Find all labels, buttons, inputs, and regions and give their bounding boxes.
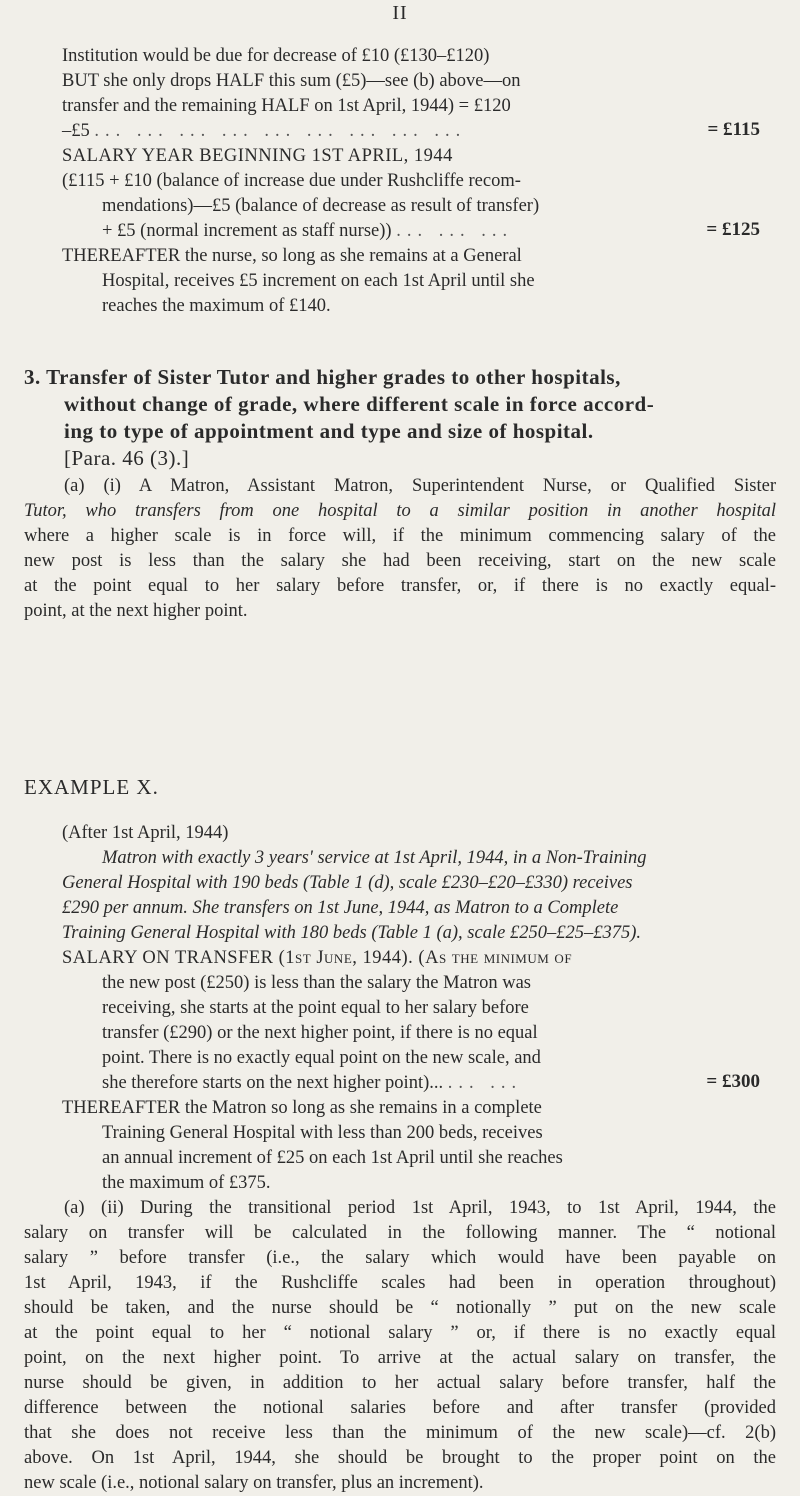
example-thereafter-line: Training General Hospital with less than 200 beds, receives [102,1123,543,1143]
thereafter-line: reaches the maximum of £140. [102,296,331,316]
transfer-line: the new post (£250) is less than the salary the Matron was [102,973,532,993]
example-italic-line: Matron with exactly 3 years' service at 1st April, 1944, in a Non-Training [102,848,647,868]
para-line: Tutor, who transfers from one hospital to a similar position in another hospital [24,501,776,521]
para-line: point, on the next higher point. To arrive at the actual salary on transfer, the [24,1348,776,1368]
para-line: salary ” before transfer (i.e., the salary which would have been payable on [24,1248,776,1268]
paragraph-a-ii [24,1196,776,1493]
salary-line: (£115 + £10 (balance of increase due under Rushcliffe recom- [62,171,521,191]
result-300: = £300 [706,1071,760,1092]
salary-lines [62,169,776,244]
transfer-line: she therefore starts on the next higher point)... [102,1073,444,1093]
para-line: point, at the next higher point. [24,601,248,621]
salary-dots: ... ... ... [396,221,514,241]
salary-line: + £5 (normal increment as staff nurse)) [102,221,392,241]
para-line: at the point equal to her “ notional salary ” or, if there is no exactly equal [24,1323,776,1343]
para-line: nurse should be given, in addition to her actual salary before transfer, half the [24,1373,776,1393]
calc-dots: ... ... ... ... ... ... ... ... ... [94,121,467,141]
heading-ref: [Para. 46 (3).] [64,446,190,470]
para-line: should be taken, and the nurse should be “ notionally ” put on the new scale [24,1298,776,1318]
section-3-heading [24,364,784,472]
example-italic-line: £290 per annum. She transfers on 1st June, 1944, as Matron to a Complete [62,898,619,918]
transfer-block [62,946,776,1096]
example-date: (After 1st April, 1944) [62,823,229,843]
thereafter-line: Hospital, receives £5 increment on each 1st April until she [102,271,535,291]
example-thereafter-line: the maximum of £375. [102,1173,271,1193]
calc-line [62,119,776,144]
para-line: 1st April, 1943, if the Rushcliffe scales had been in operation throughout) [24,1273,776,1293]
transfer-line: point. There is no exactly equal point on the new scale, and [102,1048,541,1068]
paragraph-a-i [24,474,776,624]
thereafter-lines [62,244,776,319]
para-line: at the point equal to her salary before transfer, or, if there is no exactly equal- [24,576,776,596]
example-thereafter-line: THEREAFTER the Matron so long as she remains in a complete [62,1098,542,1118]
para-line: where a higher scale is in force will, if the minimum commencing salary of the [24,526,776,546]
intro-line: Institution would be due for decrease of £10 (£130–£120) [62,46,490,66]
transfer-dots: ... ... [447,1073,523,1093]
result-115: = £115 [707,119,760,140]
intro-line: BUT she only drops HALF this sum (£5)—see (b) above—on [62,71,521,91]
page-number: II [392,2,408,24]
heading-line: 3. Transfer of Sister Tutor and higher grades to other hospitals, [24,365,621,389]
example-title: EXAMPLE X. [24,775,159,799]
para-line: new post is less than the salary she had been receiving, start on the new scale [24,551,776,571]
para-line: difference between the notional salaries before and after transfer (provided [24,1398,776,1418]
salary-year-label: SALARY YEAR BEGINNING 1ST APRIL, 1944 [62,146,453,166]
example-italic-line: General Hospital with 190 beds (Table 1 (d), scale £230–£20–£330) receives [62,873,633,893]
example-thereafter [62,1096,776,1196]
para-line: (a) (ii) During the transitional period 1st April, 1943, to 1st April, 1944, the [64,1198,776,1218]
intro-lines [62,44,762,119]
para-line: salary on transfer will be calculated in the following manner. The “ notional [24,1223,776,1243]
example-thereafter-line: an annual increment of £25 on each 1st April until she reaches [102,1148,563,1168]
calc-line-start: –£5 [62,121,90,141]
example-italic-block [62,846,776,946]
heading-line: without change of grade, where different scale in force accord- [64,392,655,416]
thereafter-line: THEREAFTER the nurse, so long as she remains at a General [62,246,522,266]
result-125: = £125 [706,219,760,240]
transfer-line: transfer (£290) or the next higher point, if there is no equal [102,1023,538,1043]
para-line: new scale (i.e., notional salary on transfer, plus an increment). [24,1473,484,1493]
intro-line: transfer and the remaining HALF on 1st April, 1944) = £120 [62,96,511,116]
para-line: above. On 1st April, 1944, she should be brought to the proper point on the [24,1448,776,1468]
heading-line: ing to type of appointment and type and size of hospital. [64,419,594,443]
example-italic-line: Training General Hospital with 180 beds (Table 1 (a), scale £250–£25–£375). [62,923,641,943]
para-line: (a) (i) A Matron, Assistant Matron, Superintendent Nurse, or Qualified Sister [64,476,776,496]
transfer-line: SALARY ON TRANSFER (1st June, 1944). (As the minimum of [62,948,573,968]
transfer-line: receiving, she starts at the point equal to her salary before [102,998,529,1018]
salary-line: mendations)—£5 (balance of decrease as result of transfer) [102,196,540,216]
para-line: that she does not receive less than the minimum of the new scale)—cf. 2(b) [24,1423,776,1443]
